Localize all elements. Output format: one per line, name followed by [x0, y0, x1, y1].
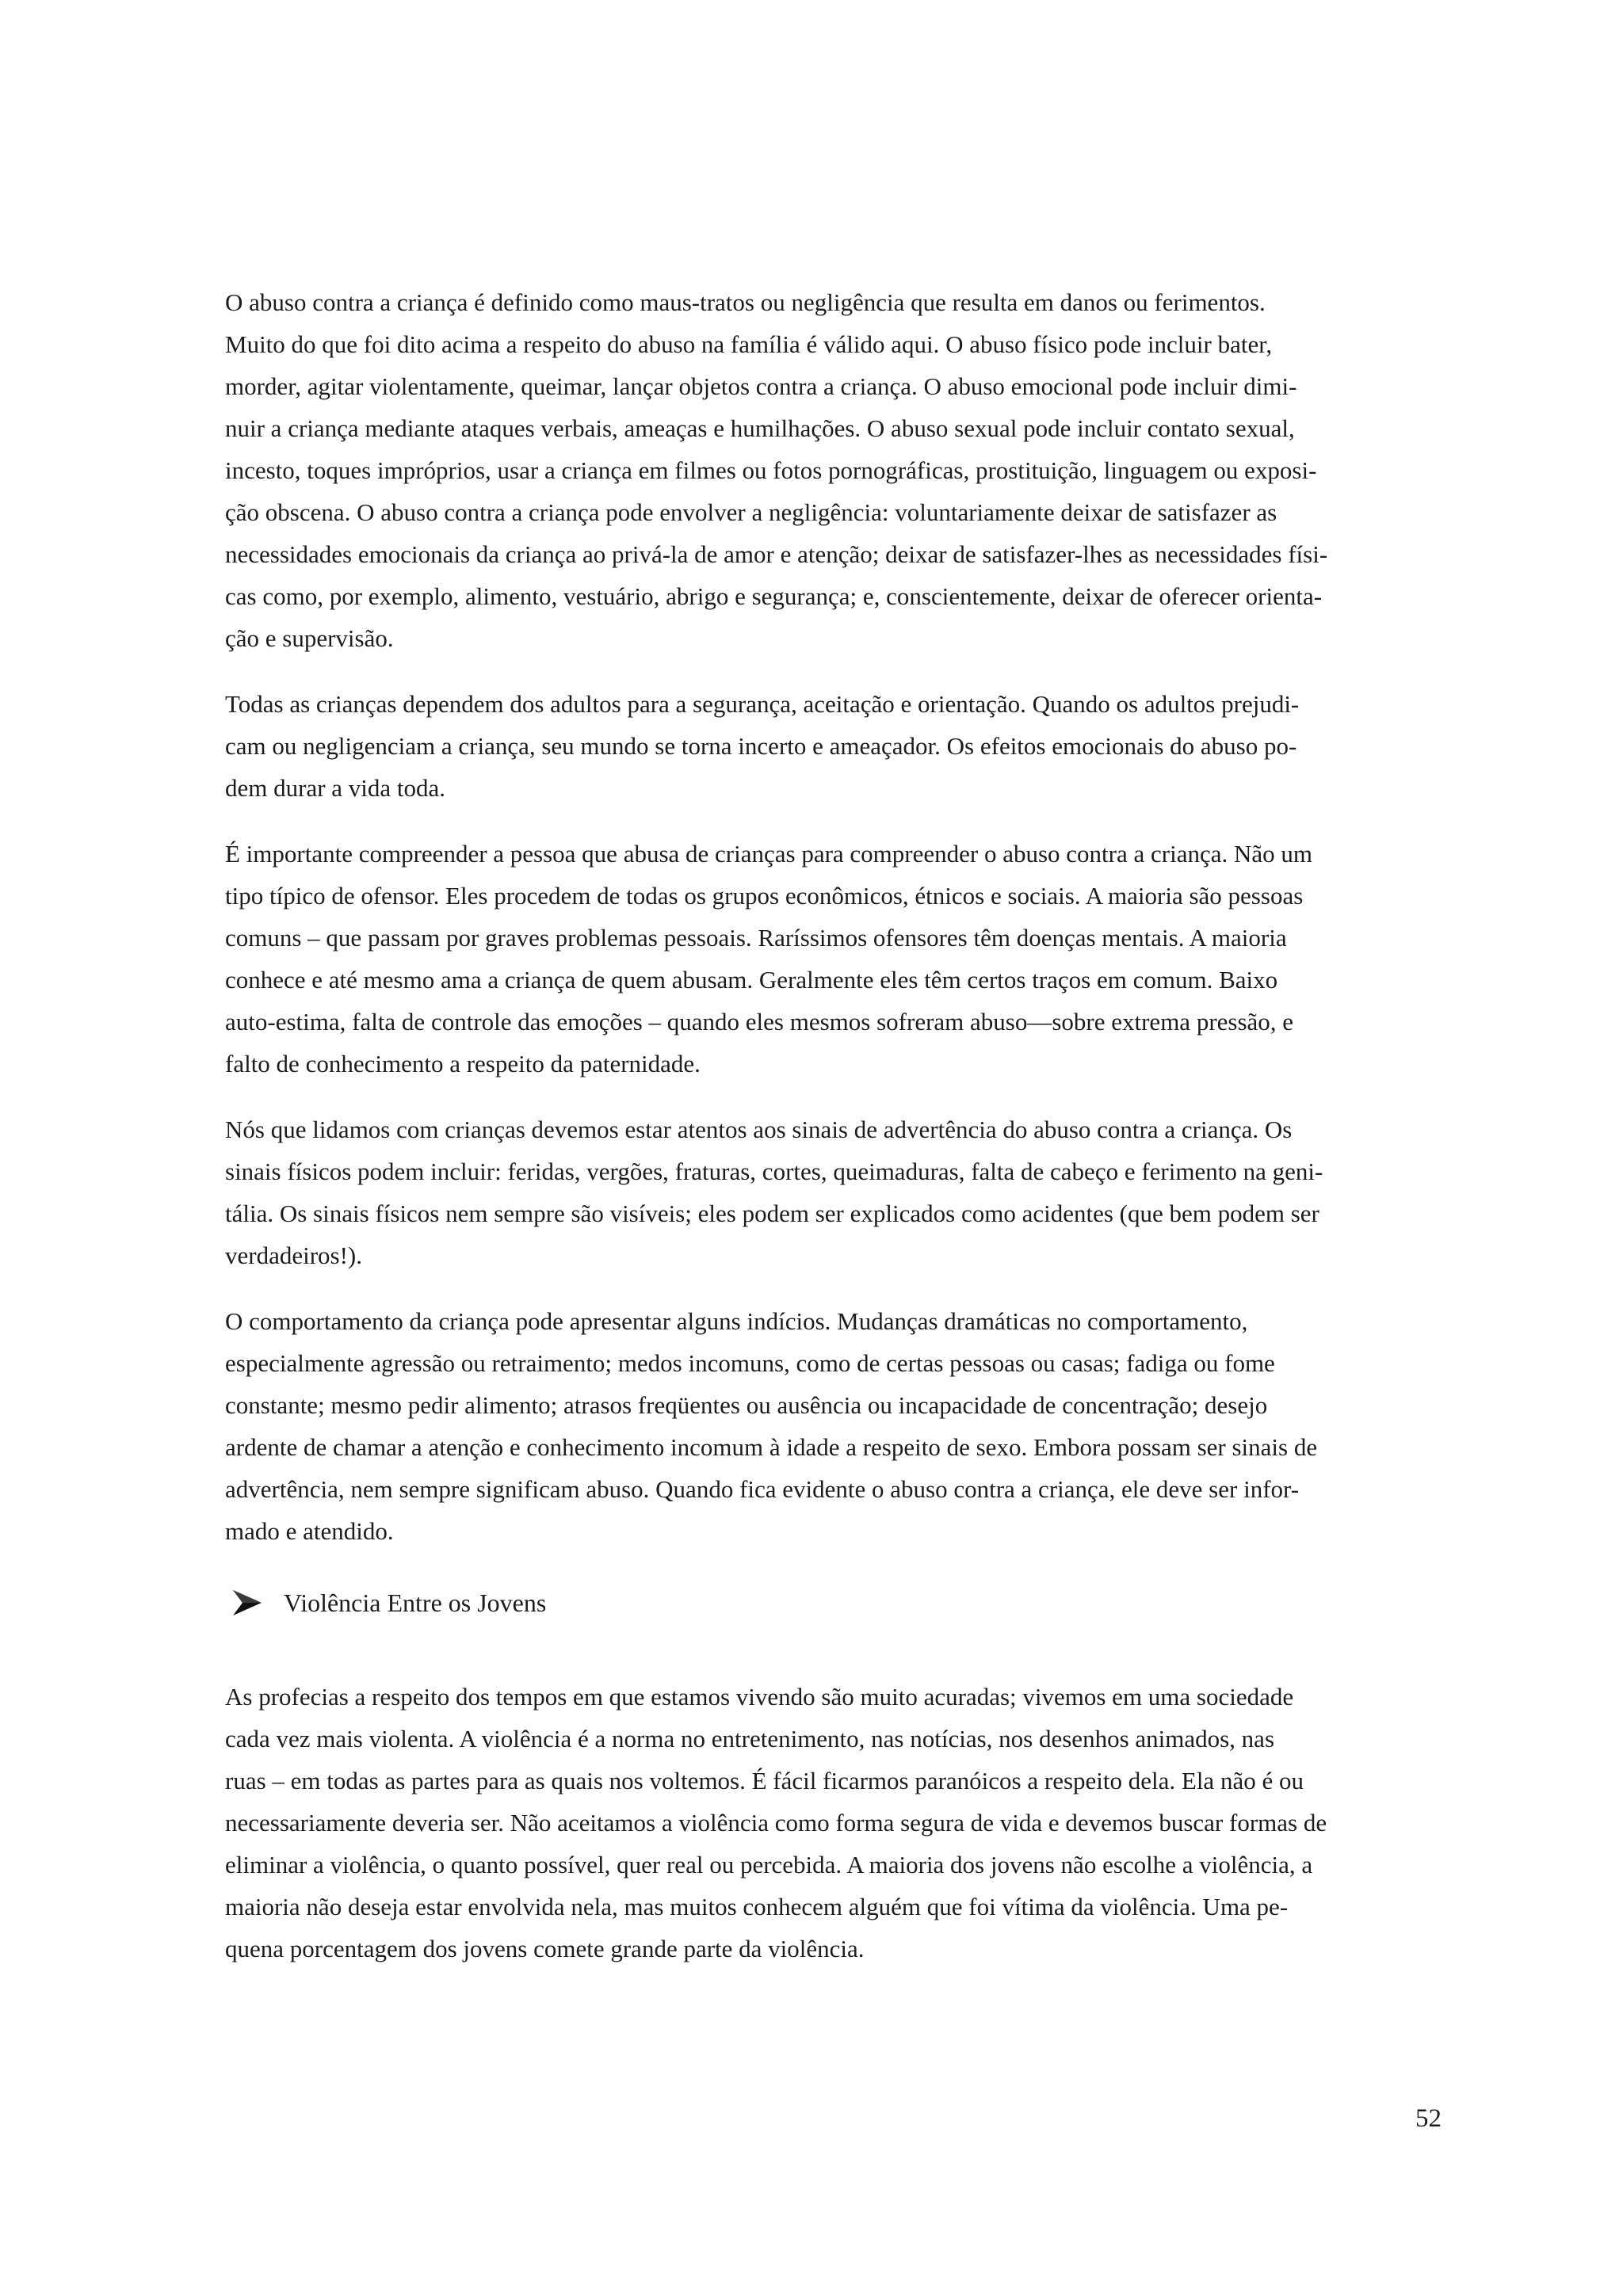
page-number: 52: [1415, 2104, 1442, 2133]
text-line: especialmente agressão ou retraimento; medos incomuns, como de certas pessoas ou casas; fadiga ou fome: [225, 1349, 1275, 1377]
text-line: maioria não deseja estar envolvida nela, mas muitos conhecem alguém que foi vítima da violência. Uma pe-: [225, 1893, 1289, 1920]
text-line: cada vez mais violenta. A violência é a norma no entretenimento, nas notícias, nos desenhos animados, nas: [225, 1725, 1275, 1753]
paragraph: [225, 683, 1439, 809]
text-line: advertência, nem sempre significam abuso. Quando fica evidente o abuso contra a criança, ele deve ser infor-: [225, 1475, 1300, 1503]
text-line: É importante compreender a pessoa que abusa de crianças para compreender o abuso contra a criança. Não um: [225, 840, 1312, 868]
text-line: necessariamente deveria ser. Não aceitamos a violência como forma segura de vida e devemos buscar formas de: [225, 1809, 1327, 1836]
text-line: conhece e até mesmo ama a criança de quem abusam. Geralmente eles têm certos traços em comum. Baixo: [225, 966, 1278, 994]
paragraph: [225, 281, 1439, 659]
text-line: cas como, por exemplo, alimento, vestuário, abrigo e segurança; e, conscientemente, deixar de oferecer orienta-: [225, 582, 1323, 610]
paragraph: [225, 1300, 1439, 1552]
text-line: nuir a criança mediante ataques verbais, ameaças e humilhações. O abuso sexual pode incluir contato sexual,: [225, 414, 1295, 442]
paragraphs-after-heading: [225, 1676, 1439, 1970]
text-line: necessidades emocionais da criança ao privá-la de amor e atenção; deixar de satisfazer-lhes as necessidades físi-: [225, 540, 1328, 568]
text-line: Todas as crianças dependem dos adultos para a segurança, aceitação e orientação. Quando os adultos prejudi-: [225, 690, 1300, 718]
body-text: [225, 281, 1439, 1993]
text-line: eliminar a violência, o quanto possível, quer real ou percebida. A maioria dos jovens não escolhe a violência, a: [225, 1851, 1313, 1878]
text-line: ção e supervisão.: [225, 624, 394, 652]
text-line: dem durar a vida toda.: [225, 774, 446, 802]
text-line: falto de conhecimento a respeito da paternidade.: [225, 1050, 701, 1077]
paragraph: [225, 1108, 1439, 1276]
text-line: ruas – em todas as partes para as quais nos voltemos. É fácil ficarmos paranóicos a respeito dela. Ela não é ou: [225, 1767, 1304, 1794]
text-line: incesto, toques impróprios, usar a criança em filmes ou fotos pornográficas, prostituição, linguagem ou exposi-: [225, 456, 1317, 484]
text-line: cam ou negligenciam a criança, seu mundo se torna incerto e ameaçador. Os efeitos emocionais do abuso po-: [225, 732, 1297, 760]
text-line: auto-estima, falta de controle das emoções – quando eles mesmos sofreram abuso—sobre extrema pressão, e: [225, 1008, 1294, 1035]
paragraph: [225, 833, 1439, 1085]
text-line: As profecias a respeito dos tempos em que estamos vivendo são muito acuradas; vivemos em uma sociedade: [225, 1683, 1294, 1711]
paragraphs-before-heading: [225, 281, 1439, 1552]
text-line: constante; mesmo pedir alimento; atrasos freqüentes ou ausência ou incapacidade de concentração; desejo: [225, 1391, 1268, 1419]
paragraph: [225, 1676, 1439, 1970]
section-heading-text: Violência Entre os Jovens: [284, 1588, 547, 1617]
text-line: verdadeiros!).: [225, 1241, 362, 1269]
text-line: tália. Os sinais físicos nem sempre são visíveis; eles podem ser explicados como acidentes (que bem podem ser: [225, 1199, 1319, 1227]
text-line: ardente de chamar a atenção e conhecimento incomum à idade a respeito de sexo. Embora possam ser sinais de: [225, 1433, 1318, 1461]
arrow-bullet-icon: [231, 1587, 263, 1619]
text-line: morder, agitar violentamente, queimar, lançar objetos contra a criança. O abuso emocional pode incluir dimi-: [225, 372, 1297, 400]
text-line: mado e atendido.: [225, 1517, 394, 1545]
text-line: tipo típico de ofensor. Eles procedem de todas os grupos econômicos, étnicos e sociais. A maioria são pessoas: [225, 882, 1304, 910]
text-line: quena porcentagem dos jovens comete grande parte da violência.: [225, 1935, 865, 1962]
text-line: ção obscena. O abuso contra a criança pode envolver a negligência: voluntariamente deixar de satisfazer as: [225, 498, 1277, 526]
text-line: O abuso contra a criança é definido como maus-tratos ou negligência que resulta em danos ou ferimentos.: [225, 288, 1266, 316]
text-line: O comportamento da criança pode apresentar alguns indícios. Mudanças dramáticas no comportamento,: [225, 1307, 1248, 1335]
section-heading: [225, 1579, 1439, 1627]
text-line: Nós que lidamos com crianças devemos estar atentos aos sinais de advertência do abuso contra a criança. Os: [225, 1116, 1293, 1143]
text-line: comuns – que passam por graves problemas pessoais. Raríssimos ofensores têm doenças mentais. A maioria: [225, 924, 1287, 952]
text-line: sinais físicos podem incluir: feridas, vergões, fraturas, cortes, queimaduras, falta de cabeço e ferimento na geni-: [225, 1158, 1323, 1185]
text-line: Muito do que foi dito acima a respeito do abuso na família é válido aqui. O abuso físico pode incluir bater,: [225, 330, 1273, 358]
